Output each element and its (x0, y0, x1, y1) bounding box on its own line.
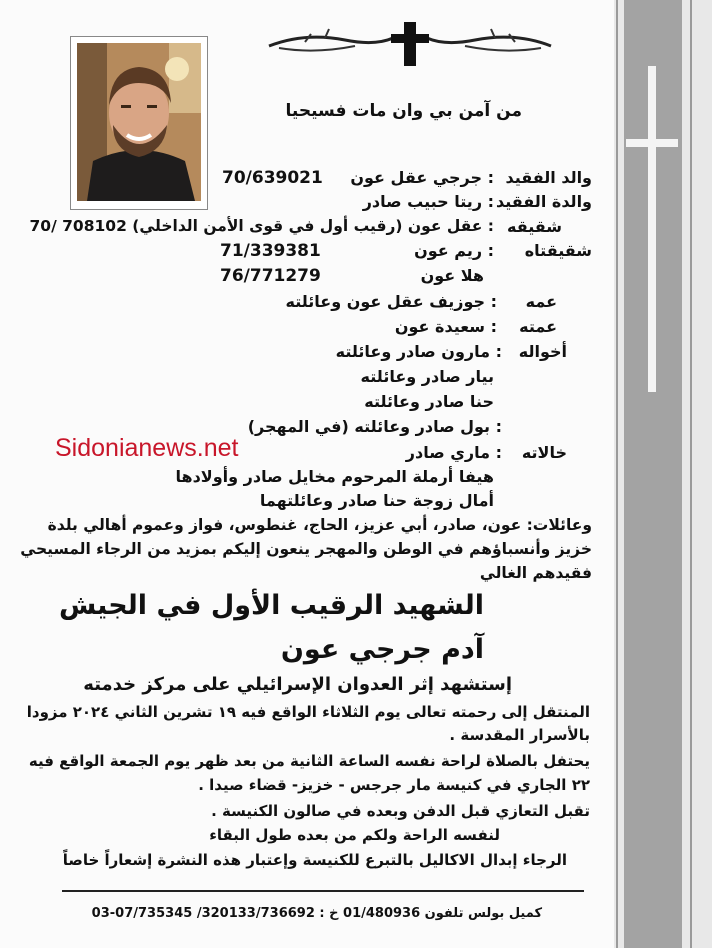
maternal-uncle-3: حنا صادر وعائلته (364, 392, 494, 411)
passed-line-2: بالأسرار المقدسة . (449, 726, 590, 744)
families-line-2: خزيز وأنسباؤهم في الوطن والمهجر ينعون إليكم بمزيد من الرجاء المسيحي (20, 540, 592, 558)
martyr-name-title: آدم جرجي عون (280, 634, 484, 665)
passed-line-1: المنتقل إلى رحمته تعالى يوم الثلاثاء الواقع فيه ١٩ تشرين الثاني ٢٠٢٤ مزودا (26, 703, 590, 721)
father-phone: 70/639021 (222, 168, 323, 188)
watermark-text: Sidonianews.net (55, 434, 239, 462)
mother-name: : ريتا حبيب صادر (362, 192, 494, 211)
maternal-aunts-label: خالاته (521, 443, 567, 462)
maternal-aunt-2: هيفا أرملة المرحوم مخايل صادر وأولادها (175, 467, 494, 486)
sister1-phone: 71/339381 (220, 241, 321, 261)
footer-contact: كميل بولس تلفون 01/480936 خ : 320133/736692/ 07/735345-03 (91, 906, 542, 921)
request-line: الرجاء إبدال الاكاليل بالتبرع للكنيسة وإعتبار هذه النشرة إشعاراً خاصاً (62, 851, 567, 869)
aunt-label: عمته (519, 317, 557, 336)
maternal-aunt-1: : ماري صادر (405, 443, 502, 462)
cross-icon (648, 66, 656, 392)
deceased-photo-frame (70, 36, 208, 210)
sisters-label: شقيقتاه (524, 241, 592, 260)
brother-name: : عقل عون (رقيب أول في قوى الأمن الداخلي) 708102 /70 (29, 217, 494, 235)
families-line-3: فقيدهم الغالي (479, 564, 592, 582)
aunt-name: : سعيدة عون (394, 317, 497, 336)
brother-label: شقيقه (507, 217, 562, 236)
rest-line: لنفسه الراحة ولكم من بعده طول البقاء (209, 826, 500, 844)
border-line-left (616, 0, 618, 948)
footer-divider (62, 890, 584, 892)
sister1-name: : ريم عون (414, 241, 494, 260)
verse-heading: من آمن بي وان مات فسيحيا (285, 101, 522, 121)
mother-label: والدة الفقيد (496, 192, 592, 211)
maternal-uncle-2: بيار صادر وعائلته (360, 367, 494, 386)
maternal-uncle-1: : مارون صادر وعائلته (335, 342, 502, 361)
prayer-line-1: يحتفل بالصلاة لراحة نفسه الساعة الثانية من بعد ظهر يوم الجمعة الواقع فيه (28, 752, 590, 770)
prayer-line-2: ٢٢ الجاري في كنيسة مار جرجس - خزيز- قضاء صيدا . (198, 776, 590, 794)
deceased-photo (77, 43, 201, 201)
father-name: : جرجي عقل عون (350, 168, 494, 187)
maternal-aunt-3: أمال زوجة حنا صادر وعائلتهما (259, 491, 494, 510)
cross-icon-arm (626, 139, 678, 147)
maternal-uncle-4: : بول صادر وعائلته (في المهجر) (247, 417, 502, 436)
uncle-label: عمه (525, 292, 557, 311)
sister2-phone: 76/771279 (220, 266, 321, 286)
border-line-right (690, 0, 692, 948)
sister2-name: هلا عون (420, 266, 484, 285)
martyr-rank-title: الشهيد الرقيب الأول في الجيش (59, 590, 484, 621)
families-line-1: وعائلات: عون، صادر، أبي عزيز، الحاج، غنطوس، فواز وعموم أهالي بلدة (47, 516, 592, 534)
maternal-uncles-label: أخواله (518, 342, 567, 361)
uncle-name: : جوزيف عقل عون وعائلته (285, 292, 497, 311)
ornament-cross-icon (265, 18, 555, 66)
condolences-line: تقبل التعازي قبل الدفن وبعده في صالون الكنيسة . (211, 802, 590, 820)
martyred-line: إستشهد إثر العدوان الإسرائيلي على مركز خدمته (83, 674, 512, 695)
father-label: والد الفقيد (505, 168, 592, 187)
